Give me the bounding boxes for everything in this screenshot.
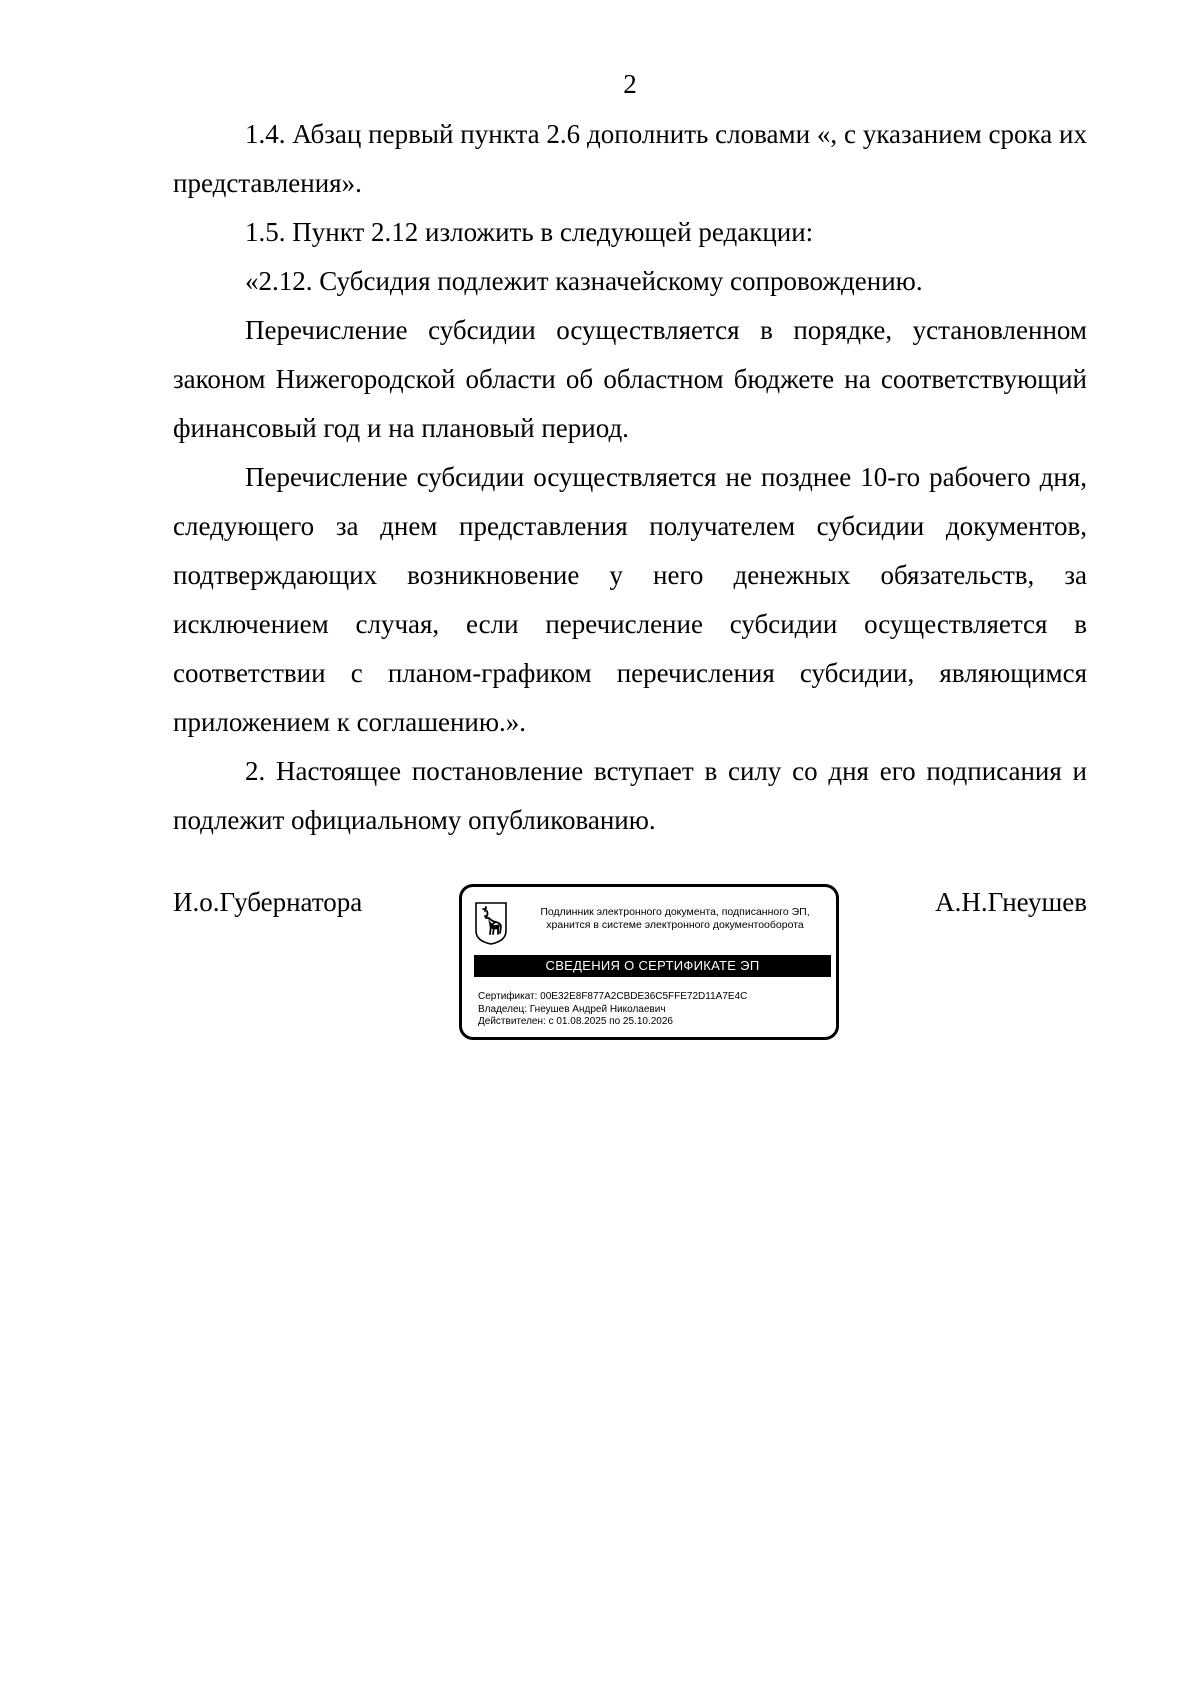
- paragraph-effective-date: 2. Настоящее постановление вступает в силу со дня его подписания и подлежит официальному опубликованию.: [173, 756, 1087, 835]
- paragraph-2-12: «2.12. Субсидия подлежит казначейскому сопровождению.: [245, 266, 923, 296]
- signatory-title: И.о.Губернатора: [173, 887, 363, 917]
- paragraph-transfer-order: Перечисление субсидии осуществляется в порядке, установленном законом Нижегородской области об областном бюджете на соответствующий финансовый год и на плановый период.: [173, 315, 1087, 443]
- stamp-notice-line-1: Подлинник электронного документа, подписанного ЭП,: [540, 906, 810, 918]
- stamp-header: СВЕДЕНИЯ О СЕРТИФИКАТЕ ЭП: [474, 955, 831, 977]
- stamp-notice-line-2: хранится в системе электронного документооборота: [546, 919, 804, 931]
- electronic-signature-stamp: [459, 884, 839, 1040]
- paragraph-transfer-deadline: Перечисление субсидии осуществляется не позднее 10-го рабочего дня, следующего за днем представления получателем субсидии документов, подтверждающих возникновение у него денежных обязательств, за исключением случая, если перечисление субсидии осуществляется в соответствии с планом-графиком перечисления субсидии, являющимся приложением к соглашению.».: [173, 462, 1087, 737]
- signatory-name: А.Н.Гнеушев: [935, 887, 1087, 917]
- paragraph-1-5: 1.5. Пункт 2.12 изложить в следующей редакции:: [245, 217, 814, 247]
- page-number: 2: [623, 69, 637, 99]
- document-body: [173, 110, 1087, 845]
- certificate-owner: Владелец: Гнеушев Андрей Николаевич: [478, 1003, 666, 1015]
- stamp-notice: [520, 906, 830, 932]
- paragraph-1-4: 1.4. Абзац первый пункта 2.6 дополнить словами «, с указанием срока их представления».: [173, 119, 1087, 198]
- certificate-validity: Действителен: с 01.08.2025 по 25.10.2026: [478, 1016, 673, 1027]
- certificate-details: [478, 991, 747, 1029]
- deer-emblem-icon: [474, 901, 508, 945]
- certificate-number: Сертификат: 00E32E8F877A2CBDE36C5FFE72D11A7E4C: [478, 991, 748, 1002]
